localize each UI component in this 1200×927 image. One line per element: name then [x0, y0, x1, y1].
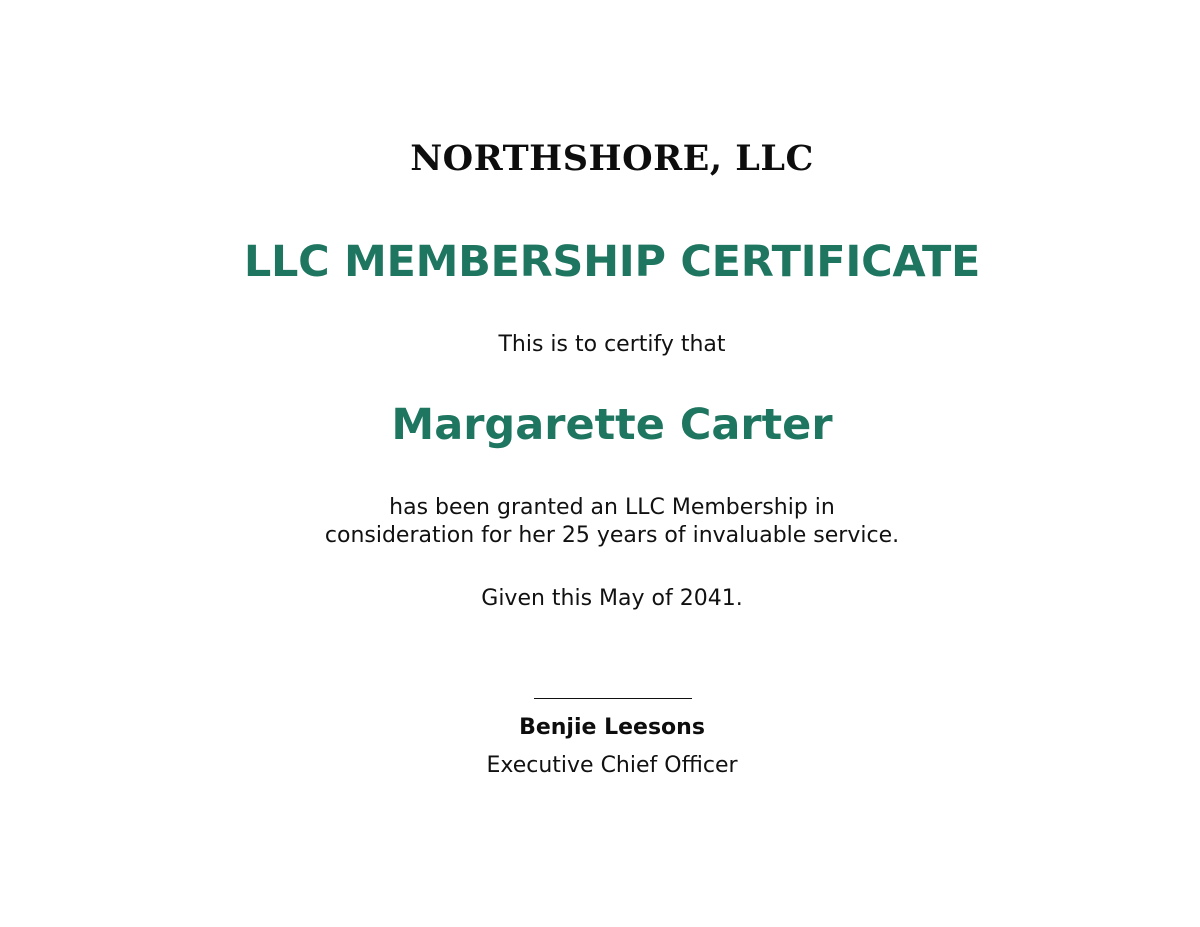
- body-line-2: consideration for her 25 years of invaluable service.: [324, 523, 900, 548]
- certify-intro: This is to certify that: [498, 332, 726, 357]
- certificate-body: [0, 494, 1200, 550]
- signature-line: [534, 698, 692, 699]
- signer-name: Benjie Leesons: [519, 715, 705, 740]
- given-date: Given this May of 2041.: [481, 586, 743, 611]
- signer-title: Executive Chief Officer: [486, 753, 738, 778]
- recipient-name: Margarette Carter: [391, 400, 833, 450]
- certificate-title: LLC MEMBERSHIP CERTIFICATE: [243, 237, 981, 287]
- company-name: NORTHSHORE, LLC: [410, 138, 814, 179]
- body-line-1: has been granted an LLC Membership in: [389, 495, 835, 520]
